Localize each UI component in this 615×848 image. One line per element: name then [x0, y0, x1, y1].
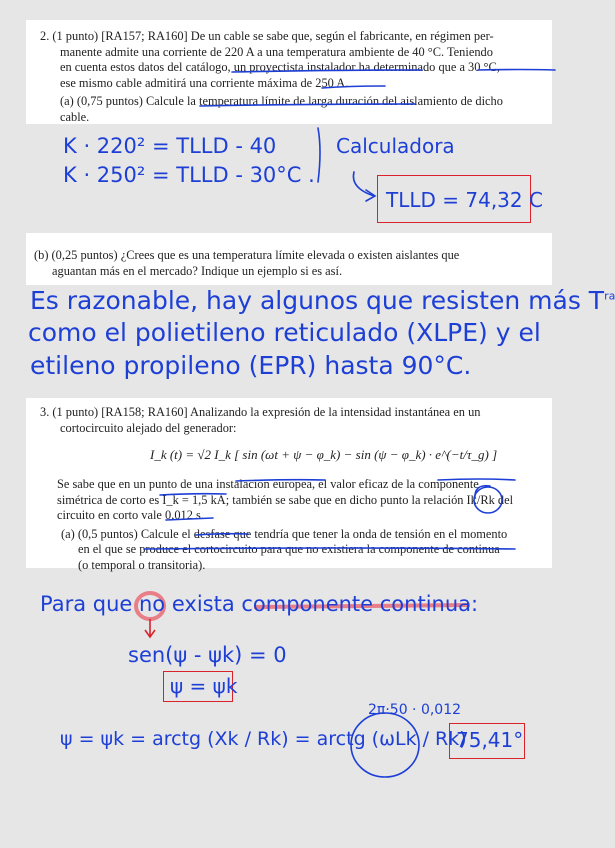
- hw-result-tlld: TLLD = 74,32 C: [386, 188, 543, 212]
- p3-part-a-l2: en el que se produce el cortocircuito para que no existiera la componente de continua: [78, 542, 500, 557]
- hw-sen-eq: sen(ψ - ψk) = 0: [128, 643, 287, 667]
- hw-answer-line2: como el polietileno reticulado (XLPE) y el: [28, 318, 541, 347]
- hw-eq2: K · 250² = TLLD - 30°C .: [63, 163, 315, 187]
- p2-line1: 2. (1 punto) [RA157; RA160] De un cable se sabe que, según el fabricante, en régimen per-: [40, 29, 494, 43]
- hw-answer-text1: Es razonable, hay algunos que resisten más T: [30, 286, 605, 315]
- hw-answer-line1: [30, 286, 615, 315]
- p2-line4: ese mismo cable admitirá una corriente máxima de 250 A.: [60, 75, 349, 90]
- hw-p3-line1: Para que no exista componente continua:: [40, 592, 479, 616]
- problem2-statement: [40, 29, 550, 126]
- p2-part-a-l2: cable.: [60, 109, 90, 124]
- p2-line2: manente admite una corriente de 220 A a una temperatura ambiente de 40 °C. Teniendo: [60, 44, 493, 59]
- p2b-l2: aguantan más en el mercado? Indique un ejemplo si es así.: [52, 263, 343, 278]
- hw-final-left: ψ = ψk = arctg (Xk / Rk) = arctg (ωLk / Rk): [60, 728, 467, 750]
- hw-final-result: 75,41°: [456, 728, 524, 752]
- hw-psi-eq: ψ = ψk: [170, 674, 238, 698]
- p3-formula: I_k (t) = √2 I_k [ sin (ωt + ψ − φ_k) − sin (ψ − φ_k) · e^(−t/τ_g) ]: [150, 447, 498, 462]
- p3-part-a-l3: (o temporal o transitoria).: [78, 557, 206, 572]
- p2b-l1: (b) (0,25 puntos) ¿Crees que es una temperatura límite elevada o existen aislantes que: [34, 248, 460, 262]
- hw-calculator-note: Calculadora: [336, 134, 455, 158]
- p2-part-a-l1: (a) (0,75 puntos) Calcule la temperatura límite de larga duración del aislamiento de dicho: [60, 94, 503, 109]
- p2-line3: en cuenta estos datos del catálogo, un proyectista instalador ha determinado que a 30 °C,: [60, 60, 500, 75]
- hw-eq1: K · 220² = TLLD - 40: [63, 134, 277, 158]
- hw-answer-line3: etileno propileno (EPR) hasta 90°C.: [30, 351, 472, 380]
- hw-top-note: 2π·50 · 0,012: [368, 702, 462, 718]
- hw-answer-super: ra: [604, 289, 615, 303]
- p3-part-a-l1: (a) (0,5 puntos) Calcule el desfase que tendría que tener la onda de tensión en el momento: [61, 526, 508, 541]
- p3-body-l1: Se sabe que en un punto de una instalación europea, el valor eficaz de la componente: [57, 477, 479, 491]
- p3-line1: 3. (1 punto) [RA158; RA160] Analizando la expresión de la intensidad instantánea en un: [40, 405, 481, 419]
- problem3-intro: [40, 405, 550, 436]
- p3-body-l2: simétrica de corto es I_k = 1,5 kA; también se sabe que en dicho punto la relación Ik/Rk del: [57, 492, 514, 507]
- problem3-body: [57, 477, 552, 574]
- p3-body-l3: circuito en corto vale 0,012 s.: [57, 508, 204, 523]
- problem2b-statement: [34, 248, 549, 279]
- p3-line2: cortocircuito alejado del generador:: [60, 420, 237, 435]
